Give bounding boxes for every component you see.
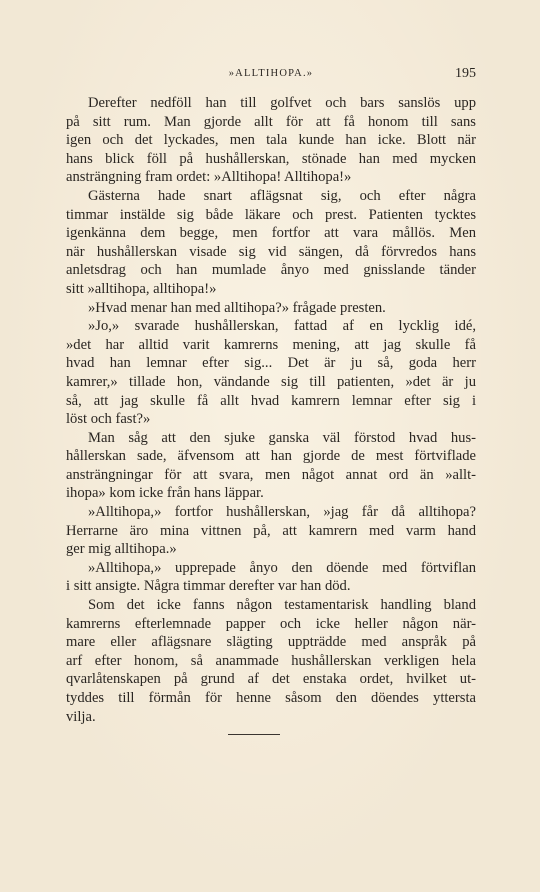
text-line: »Alltihopa,» fortfor hushållerskan, »jag får då alltihopa? — [88, 504, 476, 521]
text-line: Man såg att den sjuke ganska väl förstod hvad hus- — [88, 429, 476, 446]
text-line: så, att jag skulle få allt hvad kamrern lemnar efter sig i — [66, 392, 476, 409]
text-line: ansträngningar för att svara, men något annat ord än »allt- — [66, 466, 476, 483]
running-title: »ALLTIHOPA.» — [228, 68, 314, 79]
text-line: »Alltihopa,» upprepade ånyo den döende med förtviflan — [88, 559, 476, 576]
text-line: tyddes till förmån för henne såsom den döendes yttersta — [66, 690, 476, 706]
text-line: hvad han lemnar efter sig... Det är ju så, goda herr — [66, 355, 476, 372]
text-line: »Jo,» svarade hushållerskan, fattad af en lycklig idé, — [88, 318, 476, 335]
running-header — [66, 68, 476, 84]
text-line: Derefter nedföll han till golfvet och bars sanslös upp — [88, 95, 476, 111]
text-line: sitt »alltihopa, alltihopa!» — [66, 280, 217, 297]
text-line: mare eller aflägsnare slägting uppträdde med anspråk på — [66, 634, 476, 651]
text-line: kamrer,» tillade hon, vändande sig till patienten, »det är ju — [66, 373, 476, 390]
text-line: »det har alltid varit kamrerns mening, att jag skulle få — [66, 336, 476, 353]
text-line: qvarlåtenskapen på grund af det enstaka ordet, hvilket ut- — [66, 671, 476, 688]
text-line: hans blick föll på hushållerskan, stönade han med mycken — [66, 150, 476, 167]
text-line: Herrarne äro mina vittnen på, att kamrern med varm hand — [66, 522, 476, 539]
text-line: Som det icke fanns någon testamentarisk handling bland — [88, 597, 476, 614]
text-line: timmar instälde sig både läkare och prest. Patienten tycktes — [66, 206, 476, 223]
text-line: när hushållerskan visade sig vid sängen, då förvredos hans — [66, 243, 476, 260]
text-line: hållerskan sade, äfvensom att han gjorde de mest förtviflade — [66, 448, 476, 465]
text-line: vilja. — [66, 708, 96, 725]
text-line: ihopa» kom icke från hans läppar. — [66, 485, 264, 502]
text-line: ger mig alltihopa.» — [66, 541, 177, 558]
text-line: kamrerns efterlemnade papper och icke heller någon när- — [66, 615, 476, 632]
text-line: »Hvad menar han med alltihopa?» frågade presten. — [88, 299, 386, 316]
text-line: löst och fast?» — [66, 411, 151, 428]
body-text — [66, 94, 476, 726]
text-line: på sitt rum. Man gjorde allt för att få honom till sans — [66, 113, 476, 130]
text-line: ansträngning fram ordet: »Alltihopa! Alltihopa!» — [66, 169, 352, 186]
text-line: i sitt ansigte. Några timmar derefter var han död. — [66, 578, 351, 595]
text-line: igen och det lyckades, men tala kunde han icke. Blott när — [66, 132, 476, 149]
text-line: anletsdrag och han mumlade ånyo med gnisslande tänder — [66, 262, 476, 279]
end-rule — [228, 734, 280, 735]
text-line: arf efter honom, så anammade hushållerskan verkligen hela — [66, 652, 476, 669]
page-number: 195 — [455, 66, 476, 81]
text-line: igenkänna dem begge, men fortfor att vara mållös. Men — [66, 225, 476, 242]
text-line: Gästerna hade snart aflägsnat sig, och efter några — [88, 187, 476, 204]
